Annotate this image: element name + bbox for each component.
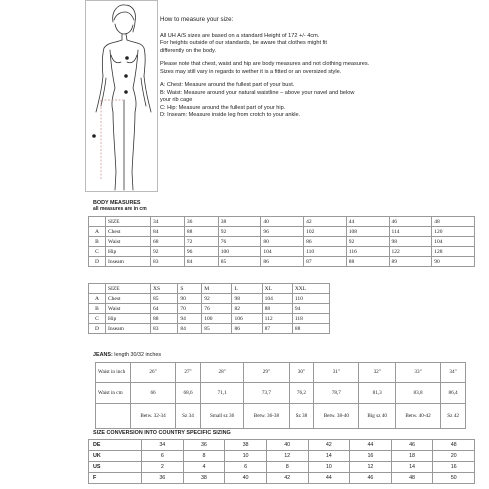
table-cell: 114: [389, 227, 432, 237]
table-row-header: [89, 284, 330, 294]
table-cell: Sz 42: [441, 404, 466, 429]
table-cell: 96: [184, 247, 218, 257]
table-cell: Sz 34: [176, 404, 201, 429]
table-cell: Small sz 36: [200, 404, 243, 429]
table-cell: 84: [151, 227, 185, 237]
row-label: Chest: [106, 294, 151, 304]
table-cell: 100: [202, 314, 232, 324]
table-cell: 110: [292, 294, 329, 304]
table-row: [89, 304, 330, 314]
measuring-instructions: [160, 16, 485, 126]
row-label: Inseam: [106, 257, 151, 267]
table-cell: 120: [432, 227, 475, 237]
step-hip: C: Hip: Measure around the fullest part of your hip.: [160, 104, 286, 111]
table-cell: 66: [131, 383, 176, 404]
table-cell: 36: [142, 473, 184, 484]
size-header-cell: 34: [151, 217, 185, 227]
row-label: Hip: [106, 314, 151, 324]
size-header-cell: 46: [389, 217, 432, 227]
size-header-cell: 44: [346, 217, 389, 227]
table-cell: Sz 38: [289, 404, 314, 429]
table-cell: 40: [266, 440, 308, 451]
country-label: US: [89, 462, 142, 473]
table-cell: 10: [225, 451, 267, 462]
table-cell: 70: [178, 304, 202, 314]
row-label: Hip: [106, 247, 151, 257]
step-waist-cont: your rib cage: [160, 97, 193, 103]
row-key: D: [89, 257, 106, 267]
point-d-marker: [92, 134, 96, 138]
instruction-line: Please note that chest, waist and hip are body measures and not clothing measures.: [160, 61, 370, 67]
size-header-cell: 48: [432, 217, 475, 227]
jeans-table: [95, 362, 466, 429]
row-key: C: [89, 314, 106, 324]
table-cell: 6: [225, 462, 267, 473]
table-cell: 31": [314, 363, 359, 383]
table-cell: 68: [151, 237, 185, 247]
table-cell: 78,7: [314, 383, 359, 404]
table-cell: 122: [389, 247, 432, 257]
table-cell: 87: [304, 257, 347, 267]
jeans-title: JEANS:: [93, 352, 113, 358]
table-cell: [89, 284, 106, 294]
table-cell: 92: [151, 247, 185, 257]
country-label: UK: [89, 451, 142, 462]
instruction-line: For heights outside of our standards, be aware that clothes might fit: [160, 40, 327, 46]
table-cell: Betw. 38-40: [314, 404, 359, 429]
table-cell: 6: [142, 451, 184, 462]
table-cell: 44: [308, 473, 350, 484]
row-key: B: [89, 237, 106, 247]
table-row: [89, 314, 330, 324]
table-cell: 92: [218, 227, 261, 237]
table-cell: 88: [262, 304, 292, 314]
instructions-paragraph-note: [160, 61, 485, 76]
table-cell: 84: [184, 257, 218, 267]
size-header-cell: XS: [151, 284, 178, 294]
instruction-line: All UH A/S sizes are based on a standard Height of 172 +/- 4cm.: [160, 32, 320, 39]
size-header-cell: M: [202, 284, 232, 294]
table-cell: 92: [346, 237, 389, 247]
table-cell: 46: [391, 440, 433, 451]
table-cell: 92: [202, 294, 232, 304]
table-cell: 116: [346, 247, 389, 257]
row-key: A: [89, 294, 106, 304]
table-cell: 27": [176, 363, 201, 383]
table-cell: 86,4: [441, 383, 466, 404]
table-cell: 86: [232, 324, 262, 334]
table-cell: 8: [266, 462, 308, 473]
table-cell: 94: [178, 314, 202, 324]
size-header-cell: S: [178, 284, 202, 294]
table-cell: 46: [350, 473, 392, 484]
table-cell: 4: [183, 462, 225, 473]
row-label: Waist: [106, 304, 151, 314]
size-header-cell: 40: [261, 217, 304, 227]
table-cell: 12: [350, 462, 392, 473]
table-cell: Big sz 40: [359, 404, 396, 429]
row-label: Waist in inch: [96, 363, 131, 383]
row-key: C: [89, 247, 106, 257]
table-cell: 104: [262, 294, 292, 304]
country-label: F: [89, 473, 142, 484]
country-label: DE: [89, 440, 142, 451]
table-cell: 83,8: [396, 383, 441, 404]
point-b-marker: [124, 74, 128, 78]
table-cell: 50: [433, 473, 475, 484]
table-cell: 128: [432, 247, 475, 257]
table-cell: 98: [232, 294, 262, 304]
size-label-cell: SIZE: [106, 284, 151, 294]
table-row: [96, 383, 466, 404]
table-cell: [89, 217, 106, 227]
table-cell: 64: [151, 304, 178, 314]
table-cell: 42: [266, 473, 308, 484]
table-row: [89, 451, 475, 462]
table-cell: 118: [292, 314, 329, 324]
body-measures-table: [88, 216, 475, 267]
table-cell: 102: [304, 227, 347, 237]
instruction-line: Sizes may still vary in regards to wether it is a fitted or an oversized style.: [160, 68, 342, 75]
table-cell: 85: [202, 324, 232, 334]
table-cell: 33": [396, 363, 441, 383]
table-cell: 38: [183, 473, 225, 484]
table-cell: 16: [433, 462, 475, 473]
table-cell: 42: [308, 440, 350, 451]
table-row: [89, 257, 475, 267]
point-c-marker: [124, 90, 128, 94]
table-cell: 85: [218, 257, 261, 267]
table-cell: 88: [346, 257, 389, 267]
size-header-cell: 36: [184, 217, 218, 227]
row-key: A: [89, 227, 106, 237]
table-cell: 34: [142, 440, 184, 451]
table-cell: 94: [292, 304, 329, 314]
table-cell: 88: [151, 314, 178, 324]
table-cell: 89: [389, 257, 432, 267]
table-row: [89, 462, 475, 473]
table-cell: 8: [183, 451, 225, 462]
table-cell: 90: [178, 294, 202, 304]
table-cell: 88: [184, 227, 218, 237]
table-cell: 72: [184, 237, 218, 247]
table-cell: 83: [151, 324, 178, 334]
table-cell: 2: [142, 462, 184, 473]
table-cell: 82: [232, 304, 262, 314]
table-cell: 81,3: [359, 383, 396, 404]
table-cell: 20: [433, 451, 475, 462]
table-cell: 73,7: [244, 383, 289, 404]
body-measures-heading: [93, 200, 147, 212]
table-row: [89, 294, 330, 304]
table-cell: 110: [304, 247, 347, 257]
table-cell: 85: [151, 294, 178, 304]
letter-size-table: [88, 283, 330, 334]
table-row: [89, 227, 475, 237]
table-cell: 71,1: [200, 383, 243, 404]
table-cell: 76: [218, 237, 261, 247]
table-cell: 96: [261, 227, 304, 237]
table-row-header: [89, 217, 475, 227]
table-row: [89, 324, 330, 334]
table-cell: Betw. 36-38: [244, 404, 289, 429]
table-cell: 44: [350, 440, 392, 451]
size-header-cell: XL: [262, 284, 292, 294]
table-cell: 16: [350, 451, 392, 462]
table-cell: 12: [266, 451, 308, 462]
table-cell: 83: [151, 257, 185, 267]
instructions-steps: [160, 82, 485, 120]
table-row: [96, 363, 466, 383]
table-cell: 14: [391, 462, 433, 473]
table-cell: 104: [432, 237, 475, 247]
table-cell: 90: [432, 257, 475, 267]
table-cell: 48: [391, 473, 433, 484]
table-cell: 18: [391, 451, 433, 462]
table-cell: 28": [200, 363, 243, 383]
table-cell: 40: [225, 473, 267, 484]
table-row: [89, 440, 475, 451]
table-cell: 106: [232, 314, 262, 324]
row-label: Chest: [106, 227, 151, 237]
step-waist: B: Waist: Measure around your natural waistline – above your navel and below: [160, 89, 355, 96]
table-cell: 26": [131, 363, 176, 383]
instructions-title: How to measure your size:: [160, 16, 234, 23]
size-header-cell: 42: [304, 217, 347, 227]
instruction-line: differently on the body.: [160, 47, 217, 54]
table-cell: 14: [308, 451, 350, 462]
row-label: Inseam: [106, 324, 151, 334]
body-measures-title: BODY MEASURES: [93, 200, 141, 206]
body-figure-illustration: [85, 0, 160, 192]
table-cell: 88: [292, 324, 329, 334]
table-cell: 84: [178, 324, 202, 334]
step-chest: A: Chest: Measure around the fullest part of your bust.: [160, 82, 295, 88]
table-cell: 38: [225, 440, 267, 451]
table-cell: 76,2: [289, 383, 314, 404]
instructions-paragraph-heights: [160, 33, 485, 56]
jeans-heading: [93, 352, 161, 358]
body-measures-subtitle: all measures are in cm: [93, 206, 147, 212]
table-cell: 32": [359, 363, 396, 383]
size-header-cell: XXL: [292, 284, 329, 294]
table-row: [96, 404, 466, 429]
table-cell: 108: [346, 227, 389, 237]
table-cell: 112: [262, 314, 292, 324]
table-row: [89, 473, 475, 484]
row-label: Waist: [106, 237, 151, 247]
row-key: D: [89, 324, 106, 334]
table-cell: 104: [261, 247, 304, 257]
table-cell: 100: [218, 247, 261, 257]
conversion-table: [88, 439, 475, 484]
conversion-heading: SIZE CONVERSION INTO COUNTRY SPECIFIC SIZING: [93, 430, 231, 436]
table-cell: 68,6: [176, 383, 201, 404]
table-cell: [96, 404, 131, 429]
table-cell: 30": [289, 363, 314, 383]
table-cell: 86: [304, 237, 347, 247]
size-header-cell: 38: [218, 217, 261, 227]
table-cell: 87: [262, 324, 292, 334]
point-a-marker: [125, 56, 129, 60]
step-inseam: D: Inseam: Measure inside leg from crotch to your ankle.: [160, 112, 301, 118]
table-cell: 48: [433, 440, 475, 451]
table-row: [89, 237, 475, 247]
table-cell: 29": [244, 363, 289, 383]
table-cell: Betw. 40-42: [396, 404, 441, 429]
table-cell: 98: [389, 237, 432, 247]
jeans-subtitle: length 30/32 inches: [114, 352, 162, 358]
row-label: Waist in cm: [96, 383, 131, 404]
row-key: B: [89, 304, 106, 314]
table-cell: 86: [261, 257, 304, 267]
table-cell: 34": [441, 363, 466, 383]
table-cell: Betw. 32-34: [131, 404, 176, 429]
table-row: [89, 247, 475, 257]
table-cell: 76: [202, 304, 232, 314]
table-cell: 36: [183, 440, 225, 451]
table-cell: 10: [308, 462, 350, 473]
size-label-cell: SIZE: [106, 217, 151, 227]
table-cell: 80: [261, 237, 304, 247]
size-header-cell: L: [232, 284, 262, 294]
